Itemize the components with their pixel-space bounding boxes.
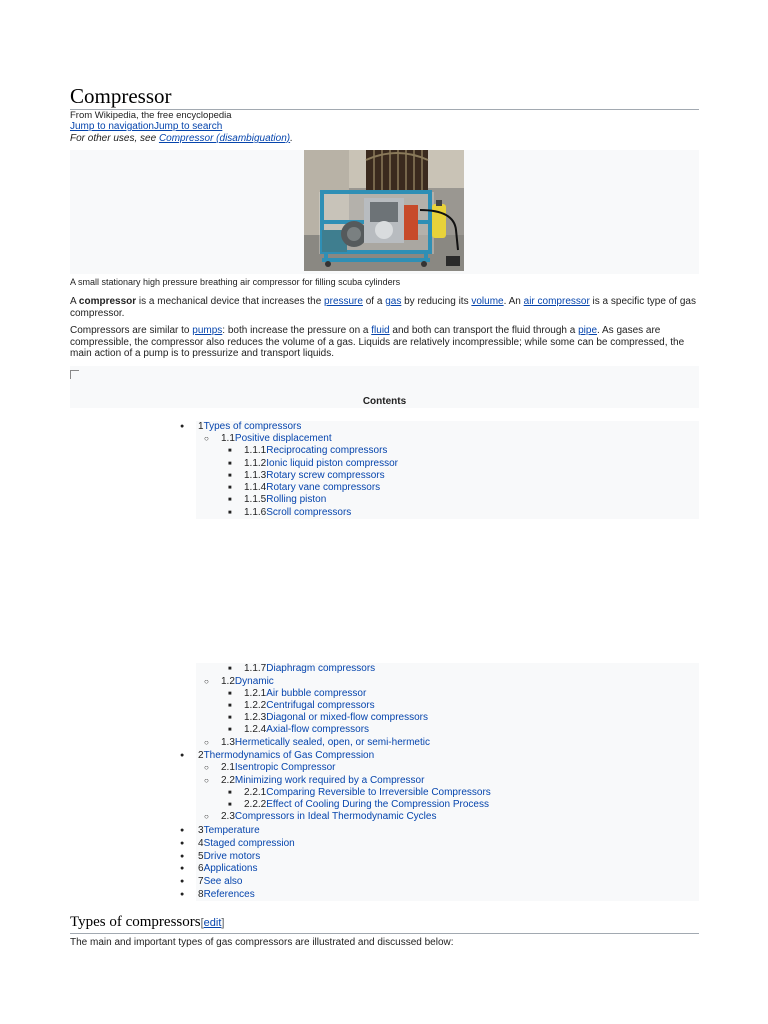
toc-bullet-icon: ○ — [204, 677, 209, 686]
toc-bullet-icon: ■ — [228, 715, 232, 721]
toc-item[interactable] — [244, 799, 489, 811]
toc-bullet-icon: ■ — [228, 448, 232, 454]
toc-item-link[interactable]: See also — [203, 876, 243, 887]
toc-bullet-icon: ● — [180, 840, 185, 847]
toc-bullet-icon: ● — [180, 827, 185, 834]
toc-item-number: 8 — [198, 889, 204, 900]
intro-paragraph-1: A compressor is a mechanical device that increases the pressure of a gas by reducing its volume. An air compressor is a specific type of gas compressor. — [70, 296, 696, 319]
toc-item-number: 2.3 — [221, 811, 235, 822]
toc-item-number: 2.2.1 — [244, 787, 267, 798]
toc-item[interactable] — [198, 876, 242, 888]
link-air-compressor[interactable]: air compressor — [523, 296, 590, 307]
toc-item-link[interactable]: Temperature — [203, 825, 260, 836]
page-title: Compressor — [70, 84, 699, 110]
toc-bullet-icon: ■ — [228, 510, 232, 516]
toc-item-link[interactable]: Effect of Cooling During the Compression Process — [266, 799, 489, 810]
toc-item[interactable] — [244, 445, 387, 457]
toc-bullet-icon: ● — [180, 865, 185, 872]
toc-item-number: 1.2.1 — [244, 688, 267, 699]
toc-item-link[interactable]: Applications — [203, 863, 258, 874]
toc-bullet-icon: ■ — [228, 497, 232, 503]
toc-item[interactable] — [244, 458, 398, 470]
toc-item-link[interactable]: Rotary vane compressors — [266, 482, 381, 493]
toc-bullet-icon: ■ — [228, 727, 232, 733]
toc-item-number: 3 — [198, 825, 204, 836]
toc-item-number: 7 — [198, 876, 204, 887]
jump-to-navigation-link[interactable]: Jump to navigation — [70, 121, 154, 132]
toc-item-number: 2.2.2 — [244, 799, 267, 810]
disambiguation-link[interactable]: Compressor (disambiguation) — [158, 133, 291, 144]
toc-item[interactable] — [244, 470, 385, 482]
edit-section: [edit] — [200, 917, 225, 929]
toc-item-number: 4 — [198, 838, 204, 849]
link-pumps[interactable]: pumps — [192, 325, 223, 336]
toc-item[interactable] — [221, 811, 436, 823]
toc-item[interactable] — [198, 750, 374, 762]
toc-bullet-icon: ■ — [228, 666, 232, 672]
toc-item-number: 1.1.2 — [244, 458, 267, 469]
toc-item-link[interactable]: Isentropic Compressor — [234, 762, 336, 773]
link-volume[interactable]: volume — [471, 296, 504, 307]
toc-item-link[interactable]: Positive displacement — [234, 433, 332, 444]
toc-item[interactable] — [198, 838, 295, 850]
toc-item[interactable] — [244, 663, 375, 675]
toc-bullet-icon: ○ — [204, 812, 209, 821]
toc-item-number: 1.1 — [221, 433, 235, 444]
toc-bullet-icon: ■ — [228, 790, 232, 796]
toc-item-link[interactable]: Types of compressors — [203, 421, 302, 432]
toc-bullet-icon: ○ — [204, 434, 209, 443]
toc-item[interactable] — [198, 851, 260, 863]
toc-item-number: 1.1.1 — [244, 445, 267, 456]
toc-bullet-icon: ● — [180, 423, 185, 430]
term-compressor: compressor — [78, 296, 137, 307]
toc-bullet-icon: ○ — [204, 763, 209, 772]
toc-bullet-icon: ● — [180, 891, 185, 898]
toc-item[interactable] — [244, 787, 491, 799]
toc-item-number: 2.2 — [221, 775, 235, 786]
toc-item-number: 1.2.4 — [244, 724, 267, 735]
link-pressure[interactable]: pressure — [324, 296, 363, 307]
toc-item-link[interactable]: Staged compression — [203, 838, 295, 849]
toc-item-link[interactable]: Minimizing work required by a Compressor — [234, 775, 425, 786]
section-paragraph: The main and important types of gas compressors are illustrated and discussed below: — [70, 937, 454, 948]
toc-item-number: 1 — [198, 421, 204, 432]
toc-item[interactable] — [198, 825, 260, 837]
image-caption: A small stationary high pressure breathing air compressor for filling scuba cylinders — [70, 277, 401, 287]
toc-bullet-icon: ■ — [228, 691, 232, 697]
toc-item[interactable] — [244, 712, 428, 724]
hatnote-suffix: . — [290, 133, 293, 144]
toc-item[interactable] — [221, 676, 274, 688]
toc-item[interactable] — [244, 724, 369, 736]
toc-item-link[interactable]: Scroll compressors — [266, 507, 352, 518]
toc-bullet-icon: ■ — [228, 473, 232, 479]
toc-item-link[interactable]: Drive motors — [203, 851, 261, 862]
toc-item-number: 1.1.4 — [244, 482, 267, 493]
toc-item-link[interactable]: Ionic liquid piston compressor — [266, 458, 398, 469]
toc-item-link[interactable]: Dynamic — [234, 676, 274, 687]
intro-paragraph-2: Compressors are similar to pumps: both increase the pressure on a fluid and both can transport the fluid through a pipe. As gases are compressible, the compressor also reduces the volume of a gas. Liquids are relatively incompressible; while some can be compressed, the main action of a pump is to pressurize and transport liquids. — [70, 325, 685, 359]
toc-bullet-icon: ■ — [228, 485, 232, 491]
toc-item-link[interactable]: Diaphragm compressors — [266, 663, 376, 674]
toc-title: Contents — [362, 396, 407, 407]
toc-item-link[interactable]: References — [203, 889, 255, 900]
toc-item-number: 1.1.7 — [244, 663, 267, 674]
toc-item[interactable] — [244, 482, 380, 494]
toc-item[interactable] — [221, 762, 336, 774]
toc-item-number: 1.2 — [221, 676, 235, 687]
link-pipe[interactable]: pipe — [578, 325, 597, 336]
toc-item-number: 1.3 — [221, 737, 235, 748]
jump-to-search-link[interactable]: Jump to search — [153, 121, 223, 132]
toc-item-number: 1.1.6 — [244, 507, 267, 518]
toc-item-link[interactable]: Thermodynamics of Gas Compression — [203, 750, 375, 761]
edit-section-link[interactable]: edit — [203, 917, 222, 929]
toc-item[interactable] — [221, 775, 424, 787]
toc-toggle-icon[interactable] — [70, 370, 79, 379]
toc-item[interactable] — [221, 433, 332, 445]
toc-item-link[interactable]: Centrifugal compressors — [266, 700, 375, 711]
toc-bullet-icon: ● — [180, 878, 185, 885]
toc-bullet-icon: ● — [180, 752, 185, 759]
section-heading — [70, 913, 699, 934]
toc-item-link[interactable]: Diagonal or mixed-flow compressors — [266, 712, 428, 723]
link-fluid[interactable]: fluid — [371, 325, 390, 336]
toc-item-link[interactable]: Reciprocating compressors — [266, 445, 388, 456]
toc-bullet-icon: ■ — [228, 802, 232, 808]
toc-item-link[interactable]: Comparing Reversible to Irreversible Compressors — [266, 787, 491, 798]
jump-links — [70, 121, 222, 133]
toc-item-link[interactable]: Hermetically sealed, open, or semi-hermetic — [234, 737, 430, 748]
toc-item[interactable] — [198, 889, 255, 901]
toc-item-number: 5 — [198, 851, 204, 862]
hatnote — [70, 133, 293, 145]
toc-item[interactable] — [221, 737, 430, 749]
toc-bullet-icon: ■ — [228, 703, 232, 709]
toc-bullet-icon: ○ — [204, 776, 209, 785]
toc-item-link[interactable]: Compressors in Ideal Thermodynamic Cycles — [234, 811, 437, 822]
toc-bullet-icon: ■ — [228, 461, 232, 467]
toc-item-number: 1.2.3 — [244, 712, 267, 723]
toc-item-number: 1.2.2 — [244, 700, 267, 711]
toc-item-number: 2.1 — [221, 762, 235, 773]
toc-item[interactable] — [198, 421, 301, 433]
toc-item[interactable] — [244, 507, 351, 519]
toc-item-number: 6 — [198, 863, 204, 874]
toc-item[interactable] — [198, 863, 257, 875]
toc-item-number: 1.1.3 — [244, 470, 267, 481]
hatnote-prefix: For other uses, see — [70, 133, 159, 144]
toc-item-link[interactable]: Rotary screw compressors — [266, 470, 385, 481]
link-gas[interactable]: gas — [385, 296, 402, 307]
toc-item-number: 2 — [198, 750, 204, 761]
toc-item-number: 1.1.5 — [244, 494, 267, 505]
site-tagline: From Wikipedia, the free encyclopedia — [70, 110, 232, 121]
toc-bullet-icon: ○ — [204, 738, 209, 747]
toc-item[interactable] — [244, 494, 326, 506]
toc-item-link[interactable]: Rolling piston — [266, 494, 327, 505]
toc-item-link[interactable]: Axial-flow compressors — [266, 724, 370, 735]
toc-item[interactable] — [244, 700, 375, 712]
toc-item[interactable] — [244, 688, 366, 700]
toc-item-link[interactable]: Air bubble compressor — [266, 688, 367, 699]
toc-bullet-icon: ● — [180, 853, 185, 860]
compressor-photo[interactable] — [304, 150, 464, 271]
section-heading-text: Types of compressors — [70, 914, 201, 930]
